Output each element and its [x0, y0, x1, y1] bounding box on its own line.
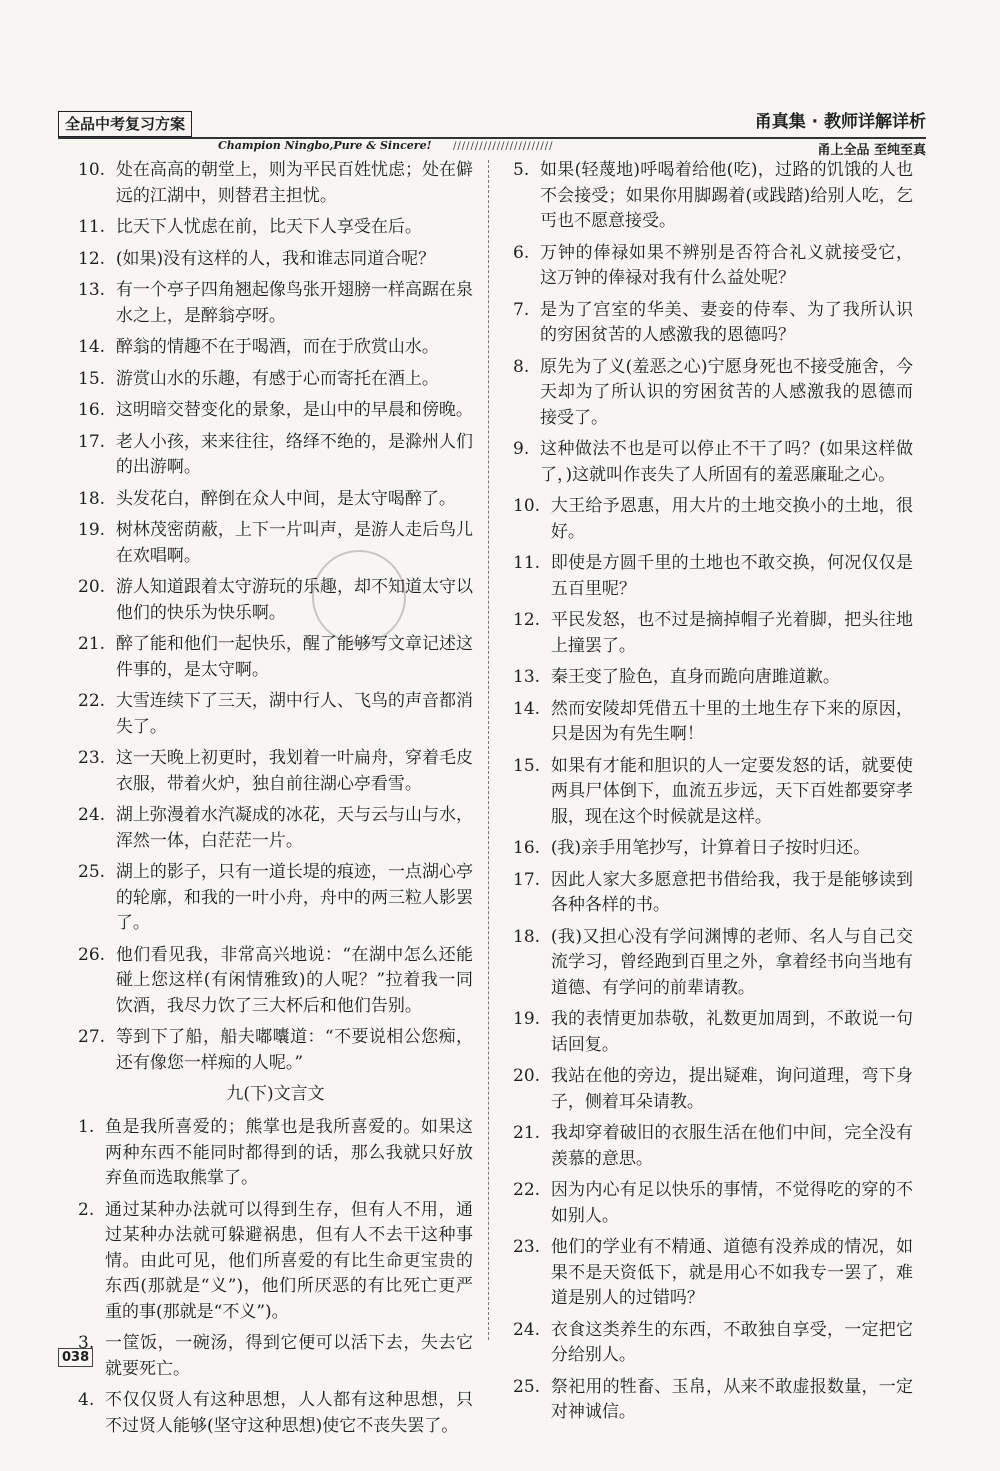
answer-text: 处在高高的朝堂上，则为平民百姓忧虑；处在僻远的江湖中，则替君主担忧。: [115, 160, 473, 206]
answer-item: [513, 158, 913, 235]
answer-item: [78, 860, 473, 937]
answer-item: [78, 158, 473, 209]
answer-text: 游人知道跟着太守游玩的乐趣，却不知道太守以他们的快乐为快乐啊。: [115, 577, 473, 623]
answer-item: [78, 247, 473, 273]
answer-item: [78, 215, 473, 241]
answer-number: 25.: [78, 862, 116, 882]
answer-text: 因此人家大多愿意把书借给我，我于是能够读到各种各样的书。: [550, 869, 913, 915]
answer-text: 鱼是我所喜爱的；熊掌也是我所喜爱的。如果这两种东西不能同时都得到的话，那么我就只好放弃鱼而选取熊掌了。: [105, 1117, 473, 1188]
answer-text: 通过某种办法就可以得到生存，但有人不用，通过某种办法就可躲避祸患，但有人不去干这种事情。由此可见，他们所喜爱的有比生命更宝贵的东西(那就是“义”)，他们所厌恶的有比死亡更严重的事(那就是“不义”)。: [105, 1199, 473, 1322]
answer-item: [513, 1064, 913, 1115]
right-answer-list: [513, 158, 913, 1426]
answer-item: [78, 803, 473, 854]
answer-number: 21.: [513, 1123, 551, 1143]
answer-number: 13.: [78, 280, 116, 300]
answer-item: [78, 689, 473, 740]
answer-text: 我的表情更加恭敬，礼数更加周到，不敢说一句话回复。: [550, 1009, 913, 1055]
answer-number: 25.: [513, 1376, 551, 1397]
header-subtitle: 甬上全品 至纯至真: [817, 143, 926, 158]
answer-text: 这一天晚上初更时，我划着一叶扁舟，穿着毛皮衣服，带着火炉，独自前往湖心亭看雪。: [115, 748, 473, 794]
answer-item: [78, 1115, 473, 1192]
answer-text: 因为内心有足以快乐的事情，不觉得吃的穿的不如别人。: [550, 1180, 913, 1226]
section-answer-list: [78, 1115, 473, 1439]
answer-text: 比天下人忧虑在前，比天下人享受在后。: [115, 217, 422, 237]
answer-item: [513, 1178, 913, 1229]
answer-item: [513, 494, 913, 545]
answer-number: 13.: [513, 667, 551, 687]
answer-number: 4.: [78, 1390, 106, 1410]
answer-number: 15.: [78, 368, 116, 389]
answer-text: 一筐饭，一碗汤，得到它便可以活下去，失去它就要死亡。: [105, 1333, 473, 1379]
answer-text: 大雪连续下了三天，湖中行人、飞鸟的声音都消失了。: [115, 691, 473, 737]
answer-item: [513, 925, 913, 1002]
answer-number: 26.: [78, 944, 116, 965]
answer-item: [513, 241, 913, 292]
answer-number: 16.: [78, 400, 116, 420]
answer-item: [513, 697, 913, 748]
answer-number: 20.: [513, 1066, 551, 1086]
answer-text: 我站在他的旁边，提出疑难，询问道理，弯下身子，侧着耳朵请教。: [550, 1066, 913, 1112]
answer-number: 22.: [513, 1180, 551, 1200]
answer-text: 如果有才能和胆识的人一定要发怒的话，就要使两具尸体倒下，血流五步远，天下百姓都要穿孝服，现在这个时候就是这样。: [550, 755, 913, 827]
answer-item: [513, 868, 913, 919]
answer-item: [513, 608, 913, 659]
answer-item: [78, 518, 473, 569]
answer-item: [513, 754, 913, 831]
left-answer-list: [78, 158, 473, 1076]
header-decoration: ///////////////////////: [453, 141, 554, 152]
book-title: 甬真集 · 教师详解详析: [754, 112, 926, 132]
answer-text: 这明暗交替变化的景象，是山中的早晨和傍晚。: [115, 400, 473, 420]
answer-text: (我)又担心没有学问渊博的老师、名人与自己交流学习，曾经跑到百里之外，拿着经书向当地有道德、有学问的前辈请教。: [550, 926, 913, 998]
answer-item: [78, 746, 473, 797]
answer-text: 他们看见我，非常高兴地说：“在湖中怎么还能碰上您这样(有闲情雅致)的人呢？”拉着我一同饮酒，我尽力饮了三大杯后和他们告别。: [115, 944, 473, 1016]
answer-item: [78, 367, 473, 393]
answer-number: 23.: [513, 1237, 551, 1257]
answer-item: [513, 1375, 913, 1426]
answer-text: 祭祀用的牲畜、玉帛，从来不敢虚报数量，一定对神诚信。: [550, 1376, 913, 1422]
answer-text: 平民发怒，也不过是摘掉帽子光着脚，把头往地上撞罢了。: [550, 610, 913, 656]
answer-item: [513, 551, 913, 602]
answer-number: 20.: [78, 577, 116, 597]
answer-number: 24.: [513, 1319, 551, 1340]
answer-number: 18.: [513, 926, 551, 947]
answer-text: 树林茂密荫蔽，上下一片叫声，是游人走后鸟儿在欢唱啊。: [115, 520, 473, 566]
answer-number: 5.: [513, 160, 541, 180]
answer-number: 23.: [78, 748, 116, 768]
answer-number: 2.: [78, 1199, 106, 1220]
page-header: [58, 105, 926, 157]
answer-text: 原先为了义(羞恶之心)宁愿身死也不接受施舍，今天却为了所认识的穷困贫苦的人感激我的恩德而接受了。: [540, 356, 913, 428]
answer-item: [78, 1331, 473, 1382]
answer-number: 3.: [78, 1333, 106, 1353]
answer-text: 游赏山水的乐趣，有感于心而寄托在酒上。: [115, 368, 439, 389]
answer-text: 醉翁的情趣不在于喝酒，而在于欣赏山水。: [115, 337, 439, 357]
answer-text: 衣食这类养生的东西，不敢独自享受，一定把它分给别人。: [550, 1319, 913, 1365]
answer-item: [78, 943, 473, 1020]
answer-text: 不仅仅贤人有这种思想，人人都有这种思想，只不过贤人能够(坚守这种思想)使它不丧失罢了。: [105, 1390, 473, 1436]
answer-text: 这种做法不也是可以停止不干了吗？(如果这样做了，)这就叫作丧失了人所固有的羞恶廉耻之心。: [540, 439, 913, 485]
answer-text: 头发花白，醉倒在众人中间，是太守喝醉了。: [115, 488, 456, 509]
answer-item: [78, 575, 473, 626]
answer-number: 10.: [78, 160, 116, 180]
right-column: [513, 158, 913, 1432]
answer-item: [78, 487, 473, 513]
answer-number: 1.: [78, 1117, 106, 1137]
answer-text: 秦王变了脸色，直身而跪向唐雎道歉。: [550, 667, 840, 687]
answer-number: 10.: [513, 496, 551, 516]
answer-item: [513, 665, 913, 691]
answer-text: 湖上的影子，只有一道长堤的痕迹，一点湖心亭的轮廓，和我的一叶小舟，舟中的两三粒人影罢了。: [115, 862, 473, 933]
answer-text: (我)亲手用笔抄写，计算着日子按时归还。: [550, 838, 871, 858]
answer-item: [78, 1198, 473, 1326]
answer-text: 我却穿着破旧的衣服生活在他们中间，完全没有羡慕的意思。: [550, 1123, 913, 1169]
header-tagline: Champion Ningbo,Pure & Sincere!: [218, 139, 432, 152]
header-rule: [58, 137, 926, 139]
answer-item: [78, 632, 473, 683]
answer-text: 湖上弥漫着水汽凝成的冰花，天与云与山与水，浑然一体，白茫茫一片。: [115, 805, 473, 851]
answer-item: [513, 298, 913, 349]
answer-text: 醉了能和他们一起快乐，醒了能够写文章记述这件事的，是太守啊。: [115, 634, 473, 680]
left-column: [78, 158, 473, 1445]
answer-text: 有一个亭子四角翘起像鸟张开翅膀一样高踞在泉水之上，是醉翁亭呀。: [115, 280, 473, 326]
answer-number: 21.: [78, 634, 116, 654]
answer-number: 12.: [513, 610, 551, 630]
answer-item: [78, 278, 473, 329]
answer-item: [513, 1121, 913, 1172]
answer-number: 17.: [513, 869, 551, 890]
answer-text: 他们的学业有不精通、道德有没养成的情况，如果不是天资低下，就是用心不如我专一罢了，难道是别人的过错吗？: [550, 1237, 913, 1308]
page-number: 038: [58, 1348, 93, 1367]
answer-number: 12.: [78, 248, 116, 269]
answer-number: 14.: [78, 337, 116, 357]
answer-number: 9.: [513, 439, 541, 459]
column-divider: [488, 160, 489, 1340]
answer-item: [78, 335, 473, 361]
answer-text: 等到下了船，船夫嘟囔道：“不要说相公您痴，还有像您一样痴的人呢。”: [115, 1027, 473, 1073]
answer-text: 大王给予恩惠，用大片的土地交换小的土地，很好。: [550, 496, 913, 542]
answer-text: 然而安陵却凭借五十里的土地生存下来的原因，只是因为有先生啊！: [550, 698, 913, 744]
answer-text: (如果)没有这样的人，我和谁志同道合呢？: [115, 248, 436, 269]
answer-number: 22.: [78, 691, 116, 711]
answer-item: [78, 430, 473, 481]
answer-number: 18.: [78, 488, 116, 509]
answer-item: [513, 355, 913, 432]
answer-item: [513, 1007, 913, 1058]
series-title: 全品中考复习方案: [58, 111, 192, 137]
answer-number: 8.: [513, 356, 541, 377]
section-title: 九(下)文言文: [226, 1084, 325, 1104]
answer-number: 11.: [513, 553, 551, 573]
answer-number: 19.: [513, 1009, 551, 1029]
answer-number: 27.: [78, 1027, 116, 1047]
answer-item: [513, 437, 913, 488]
answer-text: 万钟的俸禄如果不辨别是否符合礼义就接受它，这万钟的俸禄对我有什么益处呢？: [540, 242, 913, 288]
answer-item: [513, 1235, 913, 1312]
answer-number: 16.: [513, 838, 551, 858]
answer-item: [78, 1388, 473, 1439]
answer-item: [78, 398, 473, 424]
answer-number: 6.: [513, 242, 541, 263]
answer-text: 即使是方圆千里的土地也不敢交换，何况仅仅是五百里呢？: [550, 553, 913, 599]
answer-number: 14.: [513, 698, 551, 719]
answer-item: [513, 836, 913, 862]
answer-item: [78, 1025, 473, 1076]
answer-number: 11.: [78, 217, 116, 237]
answer-text: 如果(轻蔑地)呼喝着给他(吃)，过路的饥饿的人也不会接受；如果你用脚踢着(或践踏)给别人吃，乞丐也不愿意接受。: [540, 160, 913, 231]
answer-number: 15.: [513, 755, 551, 776]
answer-number: 7.: [513, 299, 541, 320]
answer-number: 19.: [78, 520, 116, 540]
answer-text: 老人小孩，来来往往，络绎不绝的，是滁州人们的出游啊。: [115, 431, 473, 477]
answer-number: 17.: [78, 431, 116, 452]
answer-number: 24.: [78, 805, 116, 825]
answer-item: [513, 1318, 913, 1369]
answer-text: 是为了宫室的华美、妻妾的侍奉、为了我所认识的穷困贫苦的人感激我的恩德吗？: [540, 299, 913, 345]
